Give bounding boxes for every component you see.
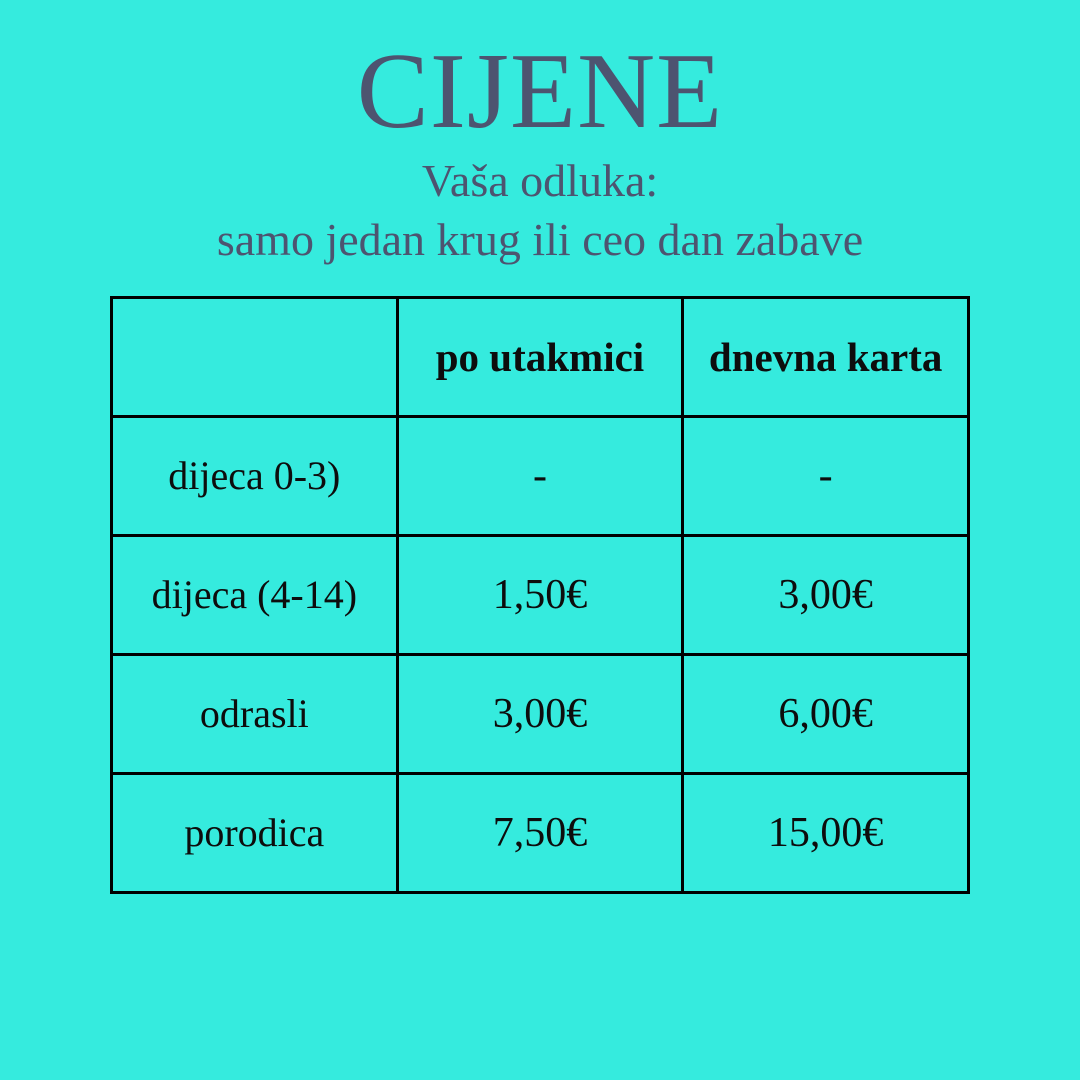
table-row — [112, 416, 969, 535]
price-cell: 15,00€ — [683, 773, 969, 892]
price-cell: - — [683, 416, 969, 535]
subtitle-line-2: samo jedan krug ili ceo dan zabave — [216, 213, 864, 265]
price-cell: 3,00€ — [683, 535, 969, 654]
page-title: CIJENE — [356, 32, 724, 151]
price-cell: 3,00€ — [397, 654, 683, 773]
row-label-cell: dijeca 0-3) — [112, 416, 398, 535]
row-label-cell: porodica — [112, 773, 398, 892]
table-row — [112, 535, 969, 654]
header-row — [112, 297, 969, 416]
header-cell-per-game: po utakmici — [397, 297, 683, 416]
subtitle-line-1: Vaša odluka: — [421, 155, 659, 206]
subtitle-block — [217, 152, 863, 270]
price-table — [110, 296, 970, 894]
price-table-body — [112, 416, 969, 892]
table-row — [112, 654, 969, 773]
price-cell: - — [397, 416, 683, 535]
row-label-cell: dijeca (4-14) — [112, 535, 398, 654]
price-cell: 7,50€ — [397, 773, 683, 892]
table-row — [112, 773, 969, 892]
price-cell: 6,00€ — [683, 654, 969, 773]
header-cell-blank — [112, 297, 398, 416]
header-cell-day-ticket: dnevna karta — [683, 297, 969, 416]
row-label-cell: odrasli — [112, 654, 398, 773]
price-cell: 1,50€ — [397, 535, 683, 654]
price-table-head — [112, 297, 969, 416]
